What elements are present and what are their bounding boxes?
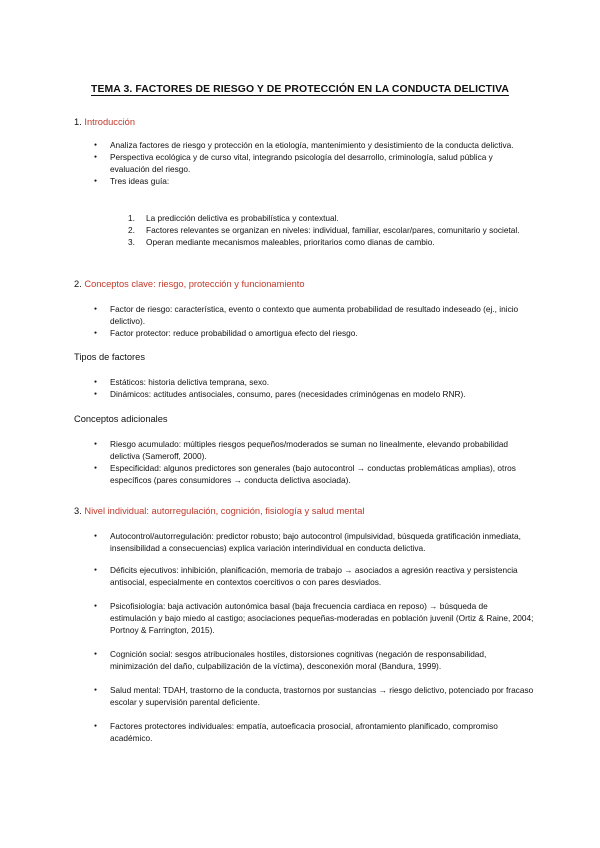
item-number: 1. — [128, 213, 135, 223]
section-2-heading — [74, 279, 305, 289]
item-number: 2. — [128, 225, 135, 235]
item-text: Operan mediante mecanismos maleables, prioritarios como dianas de cambio. — [146, 237, 435, 247]
section-3-bullet-6 — [94, 720, 534, 744]
section-2-bullets — [94, 303, 534, 339]
item-number: 3. — [128, 237, 135, 247]
list-item: ● Perspectiva ecológica y de curso vital, integrando psicología del desarrollo, criminología, salud pública y evaluación del riesgo. — [94, 151, 534, 175]
section-1-heading — [74, 117, 135, 127]
section-3-bullet-1 — [94, 530, 534, 554]
list-item: ● Tres ideas guía: — [94, 175, 534, 187]
list-item: ● Factor protector: reduce probabilidad o amortigua efecto del riesgo. — [94, 327, 534, 339]
section-2-title: Conceptos clave: riesgo, protección y funcionamiento — [84, 279, 305, 289]
section-3-bullet-2 — [94, 564, 534, 588]
list-item: ● Déficits ejecutivos: inhibición, planificación, memoria de trabajo → asociados a agresión reactiva y persistencia antisocial, especialmente en contextos coercitivos o con pares desviados. — [94, 564, 534, 588]
tipos-bullets — [94, 376, 534, 400]
adicionales-bullets — [94, 438, 534, 486]
section-1-bullets — [94, 139, 534, 187]
item-text: Factores relevantes se organizan en niveles: individual, familiar, escolar/pares, comunitario y societal. — [146, 225, 520, 235]
document-title — [0, 84, 600, 95]
list-item — [128, 224, 528, 236]
list-item: ● Factor de riesgo: característica, evento o contexto que aumenta probabilidad de resultado indeseado (ej., inicio delictivo). — [94, 303, 534, 327]
section-3-number: 3. — [74, 506, 82, 516]
adicionales-heading: Conceptos adicionales — [74, 414, 168, 424]
section-3-bullet-5 — [94, 684, 534, 708]
section-2-number: 2. — [74, 279, 82, 289]
list-item: ● Salud mental: TDAH, trastorno de la conducta, trastornos por sustancias → riesgo delictivo, potenciado por fracaso escolar y supervisión parental deficiente. — [94, 684, 534, 708]
list-item: ● Riesgo acumulado: múltiples riesgos pequeños/moderados se suman no linealmente, elevando probabilidad delictiva (Sameroff, 2000). — [94, 438, 534, 462]
section-3-heading — [74, 506, 364, 516]
item-text: La predicción delictiva es probabilística y contextual. — [146, 213, 339, 223]
list-item — [128, 212, 528, 224]
tipos-heading: Tipos de factores — [74, 352, 145, 362]
section-3-bullet-3 — [94, 600, 534, 636]
list-item: ● Estáticos: historia delictiva temprana, sexo. — [94, 376, 534, 388]
title-text: TEMA 3. FACTORES DE RIESGO Y DE PROTECCIÓN EN LA CONDUCTA DELICTIVA — [91, 84, 509, 95]
list-item: ● Psicofisiología: baja activación autonómica basal (baja frecuencia cardiaca en reposo) → búsqueda de estimulación y bajo miedo al castigo; asociaciones pequeñas-moderadas en población juvenil (Ortiz & Raine, 2004; Portnoy & Farrington, 2015). — [94, 600, 534, 636]
list-item: ● Analiza factores de riesgo y protección en la etiología, mantenimiento y desistimiento de la conducta delictiva. — [94, 139, 534, 151]
list-item: ● Especificidad: algunos predictores son generales (bajo autocontrol → conductas problemáticas amplias), otros específicos (pares consumidores → conducta delictiva asociada). — [94, 462, 534, 486]
list-item — [128, 236, 528, 248]
list-item: ● Dinámicos: actitudes antisociales, consumo, pares (necesidades criminógenas en modelo RNR). — [94, 388, 534, 400]
section-1-ideas — [128, 212, 528, 248]
list-item: ● Cognición social: sesgos atribucionales hostiles, distorsiones cognitivas (negación de responsabilidad, minimización del daño, culpabilización de la víctima), desconexión moral (Bandura, 1999). — [94, 648, 534, 672]
list-item: ● Autocontrol/autorregulación: predictor robusto; bajo autocontrol (impulsividad, búsqueda gratificación inmediata, insensibilidad a consecuencias) explica variación interindividual en conducta delictiva. — [94, 530, 534, 554]
section-3-bullet-4 — [94, 648, 534, 672]
section-3-title: Nivel individual: autorregulación, cognición, fisiología y salud mental — [84, 506, 365, 516]
list-item: ● Factores protectores individuales: empatía, autoeficacia prosocial, afrontamiento planificado, compromiso académico. — [94, 720, 534, 744]
section-1-title: Introducción — [84, 117, 136, 127]
section-1-number: 1. — [74, 117, 82, 127]
